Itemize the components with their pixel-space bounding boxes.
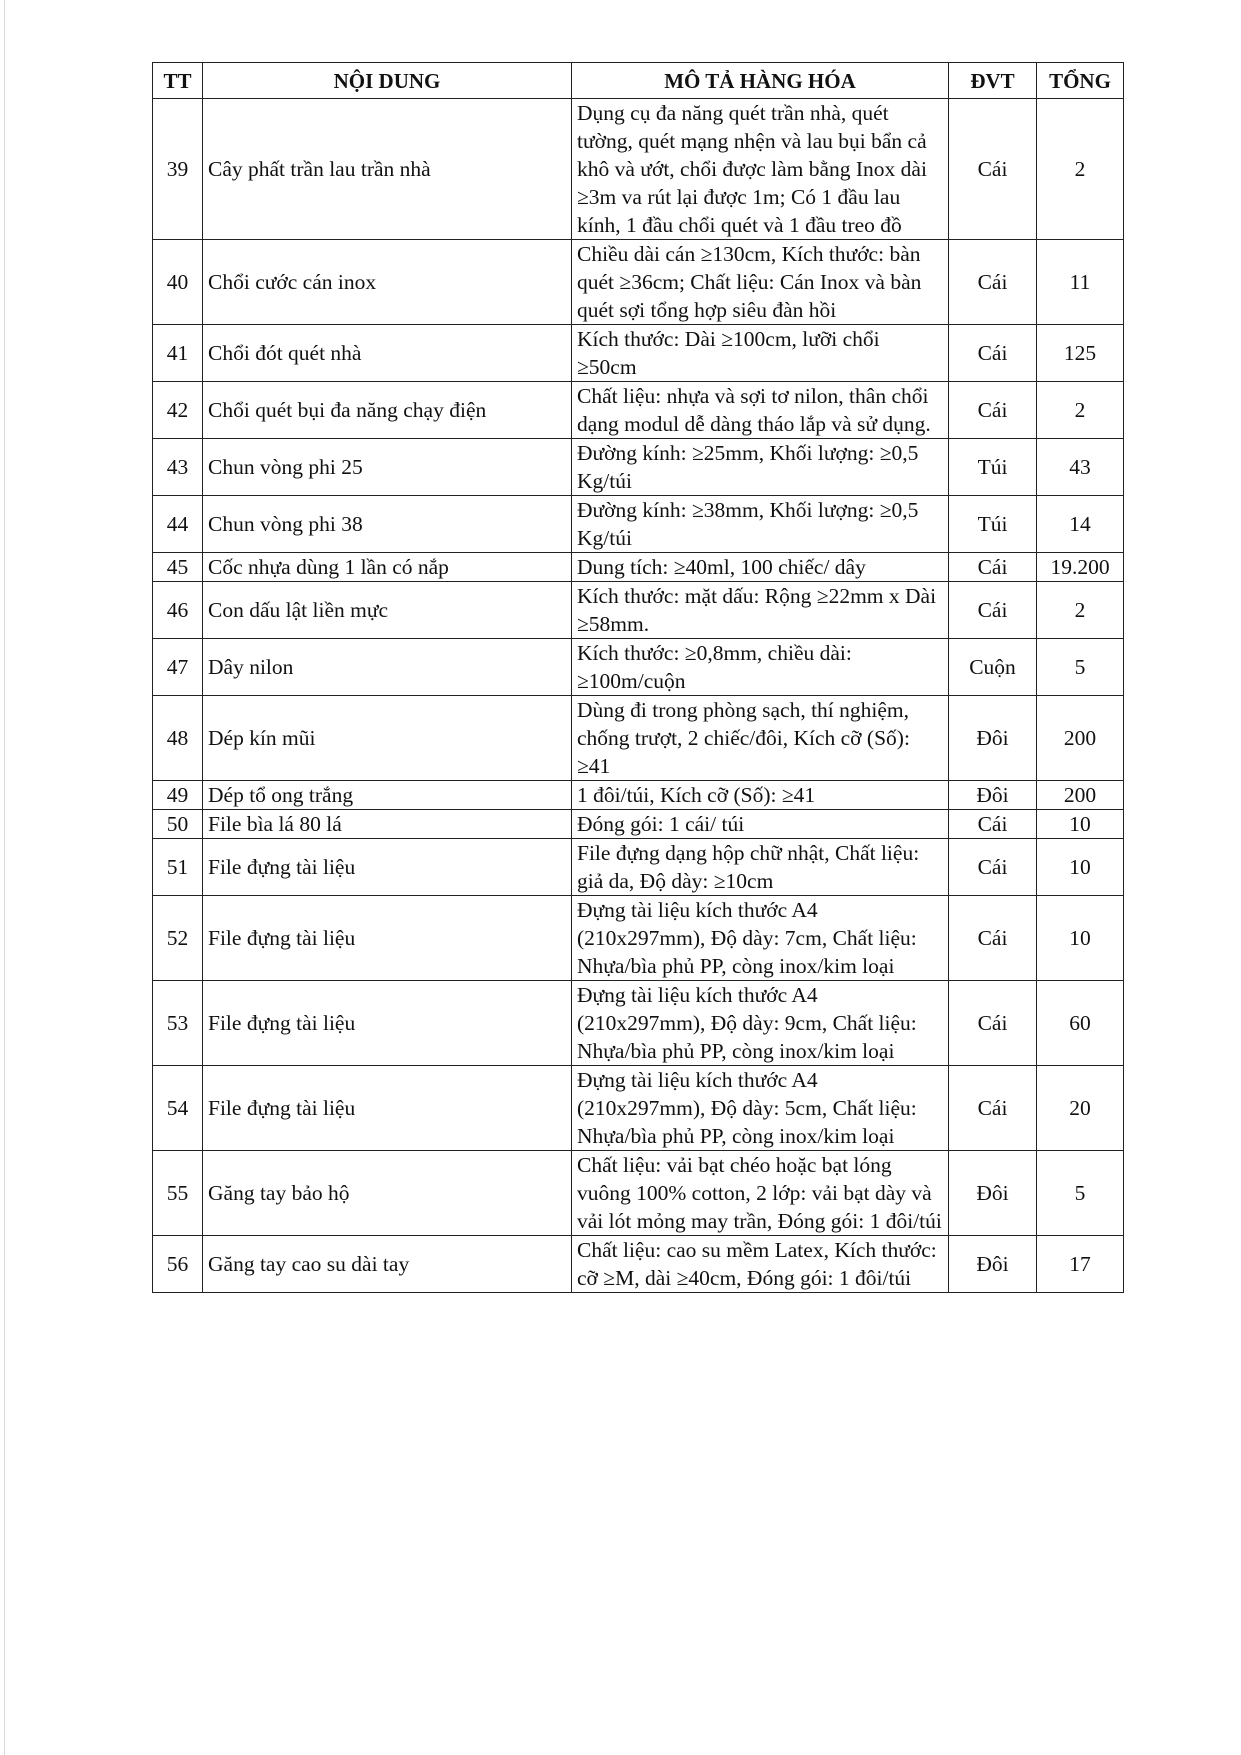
table-row (153, 810, 1124, 839)
item-unit: Cái (949, 896, 1037, 981)
item-total: 5 (1037, 1151, 1124, 1236)
row-number: 44 (153, 496, 203, 553)
item-description: Kích thước: mặt dấu: Rộng ≥22mm x Dài ≥58mm. (572, 582, 949, 639)
item-name: File bìa lá 80 lá (203, 810, 572, 839)
row-number: 39 (153, 99, 203, 240)
table-row (153, 325, 1124, 382)
item-total: 20 (1037, 1066, 1124, 1151)
row-number: 50 (153, 810, 203, 839)
row-number: 49 (153, 781, 203, 810)
row-number: 54 (153, 1066, 203, 1151)
item-name: Dây nilon (203, 639, 572, 696)
item-name: Chổi đót quét nhà (203, 325, 572, 382)
item-description: Đường kính: ≥25mm, Khối lượng: ≥0,5 Kg/túi (572, 439, 949, 496)
item-name: File đựng tài liệu (203, 1066, 572, 1151)
item-description: Chất liệu: vải bạt chéo hoặc bạt lóng vuông 100% cotton, 2 lớp: vải bạt dày và vải lót mỏng may trần, Đóng gói: 1 đôi/túi (572, 1151, 949, 1236)
item-total: 60 (1037, 981, 1124, 1066)
item-description: Dung tích: ≥40ml, 100 chiếc/ dây (572, 553, 949, 582)
item-unit: Túi (949, 439, 1037, 496)
row-number: 40 (153, 240, 203, 325)
item-name: Cây phất trần lau trần nhà (203, 99, 572, 240)
item-unit: Cuộn (949, 639, 1037, 696)
table-row (153, 1151, 1124, 1236)
scan-edge (4, 0, 5, 1755)
item-unit: Cái (949, 981, 1037, 1066)
header-name: NỘI DUNG (203, 63, 572, 99)
item-total: 11 (1037, 240, 1124, 325)
item-name: Cốc nhựa dùng 1 lần có nắp (203, 553, 572, 582)
item-name: File đựng tài liệu (203, 839, 572, 896)
item-total: 2 (1037, 99, 1124, 240)
item-name: File đựng tài liệu (203, 981, 572, 1066)
item-unit: Cái (949, 1066, 1037, 1151)
table-row (153, 553, 1124, 582)
item-unit: Cái (949, 553, 1037, 582)
item-name: Găng tay bảo hộ (203, 1151, 572, 1236)
item-total: 14 (1037, 496, 1124, 553)
row-number: 45 (153, 553, 203, 582)
item-description: Đựng tài liệu kích thước A4 (210x297mm), Độ dày: 5cm, Chất liệu: Nhựa/bìa phủ PP, còng inox/kim loại (572, 1066, 949, 1151)
item-description: Đóng gói: 1 cái/ túi (572, 810, 949, 839)
row-number: 46 (153, 582, 203, 639)
row-number: 51 (153, 839, 203, 896)
item-total: 17 (1037, 1236, 1124, 1293)
item-description: Đường kính: ≥38mm, Khối lượng: ≥0,5 Kg/túi (572, 496, 949, 553)
item-name: Con dấu lật liền mực (203, 582, 572, 639)
header-unit: ĐVT (949, 63, 1037, 99)
table-header-row (153, 63, 1124, 99)
header-desc: MÔ TẢ HÀNG HÓA (572, 63, 949, 99)
header-tt: TT (153, 63, 203, 99)
item-total: 19.200 (1037, 553, 1124, 582)
item-name: Chổi quét bụi đa năng chạy điện (203, 382, 572, 439)
header-total: TỔNG (1037, 63, 1124, 99)
item-total: 5 (1037, 639, 1124, 696)
item-total: 43 (1037, 439, 1124, 496)
item-unit: Cái (949, 99, 1037, 240)
item-description: Dùng đi trong phòng sạch, thí nghiệm, chống trượt, 2 chiếc/đôi, Kích cỡ (Số): ≥41 (572, 696, 949, 781)
row-number: 43 (153, 439, 203, 496)
row-number: 47 (153, 639, 203, 696)
table-row (153, 896, 1124, 981)
table-row (153, 781, 1124, 810)
item-name: Dép kín mũi (203, 696, 572, 781)
item-description: Kích thước: Dài ≥100cm, lưỡi chổi ≥50cm (572, 325, 949, 382)
item-total: 2 (1037, 382, 1124, 439)
item-name: Chổi cước cán inox (203, 240, 572, 325)
item-unit: Đôi (949, 1151, 1037, 1236)
row-number: 52 (153, 896, 203, 981)
item-description: File đựng dạng hộp chữ nhật, Chất liệu: giả da, Độ dày: ≥10cm (572, 839, 949, 896)
table-row (153, 981, 1124, 1066)
item-total: 125 (1037, 325, 1124, 382)
item-unit: Cái (949, 582, 1037, 639)
item-unit: Cái (949, 240, 1037, 325)
item-unit: Đôi (949, 781, 1037, 810)
row-number: 55 (153, 1151, 203, 1236)
item-total: 2 (1037, 582, 1124, 639)
row-number: 41 (153, 325, 203, 382)
table-row (153, 582, 1124, 639)
item-total: 10 (1037, 810, 1124, 839)
table-row (153, 240, 1124, 325)
item-total: 10 (1037, 839, 1124, 896)
item-unit: Cái (949, 839, 1037, 896)
row-number: 42 (153, 382, 203, 439)
table-row (153, 639, 1124, 696)
item-total: 10 (1037, 896, 1124, 981)
item-description: 1 đôi/túi, Kích cỡ (Số): ≥41 (572, 781, 949, 810)
table-row (153, 696, 1124, 781)
goods-table (152, 62, 1124, 1293)
row-number: 48 (153, 696, 203, 781)
item-unit: Cái (949, 382, 1037, 439)
item-description: Đựng tài liệu kích thước A4 (210x297mm), Độ dày: 9cm, Chất liệu: Nhựa/bìa phủ PP, còng inox/kim loại (572, 981, 949, 1066)
item-unit: Cái (949, 325, 1037, 382)
item-unit: Đôi (949, 696, 1037, 781)
table-row (153, 382, 1124, 439)
item-name: Chun vòng phi 25 (203, 439, 572, 496)
item-name: Dép tổ ong trắng (203, 781, 572, 810)
table-row (153, 439, 1124, 496)
table-row (153, 99, 1124, 240)
table-row (153, 839, 1124, 896)
table-row (153, 1236, 1124, 1293)
table-row (153, 1066, 1124, 1151)
item-description: Kích thước: ≥0,8mm, chiều dài: ≥100m/cuộn (572, 639, 949, 696)
item-name: Găng tay cao su dài tay (203, 1236, 572, 1293)
item-unit: Đôi (949, 1236, 1037, 1293)
item-unit: Túi (949, 496, 1037, 553)
item-total: 200 (1037, 781, 1124, 810)
item-description: Dụng cụ đa năng quét trần nhà, quét tường, quét mạng nhện và lau bụi bẩn cả khô và ướt, chổi được làm bằng Inox dài ≥3m va rút lại được 1m; Có 1 đầu lau kính, 1 đầu chổi quét và 1 đầu treo đồ (572, 99, 949, 240)
row-number: 53 (153, 981, 203, 1066)
item-unit: Cái (949, 810, 1037, 839)
row-number: 56 (153, 1236, 203, 1293)
item-name: File đựng tài liệu (203, 896, 572, 981)
item-description: Chất liệu: nhựa và sợi tơ nilon, thân chổi dạng modul dễ dàng tháo lắp và sử dụng. (572, 382, 949, 439)
item-description: Đựng tài liệu kích thước A4 (210x297mm), Độ dày: 7cm, Chất liệu: Nhựa/bìa phủ PP, còng inox/kim loại (572, 896, 949, 981)
table-row (153, 496, 1124, 553)
item-name: Chun vòng phi 38 (203, 496, 572, 553)
item-description: Chiều dài cán ≥130cm, Kích thước: bàn quét ≥36cm; Chất liệu: Cán Inox và bàn quét sợi tổng hợp siêu đàn hồi (572, 240, 949, 325)
item-description: Chất liệu: cao su mềm Latex, Kích thước: cỡ ≥M, dài ≥40cm, Đóng gói: 1 đôi/túi (572, 1236, 949, 1293)
item-total: 200 (1037, 696, 1124, 781)
